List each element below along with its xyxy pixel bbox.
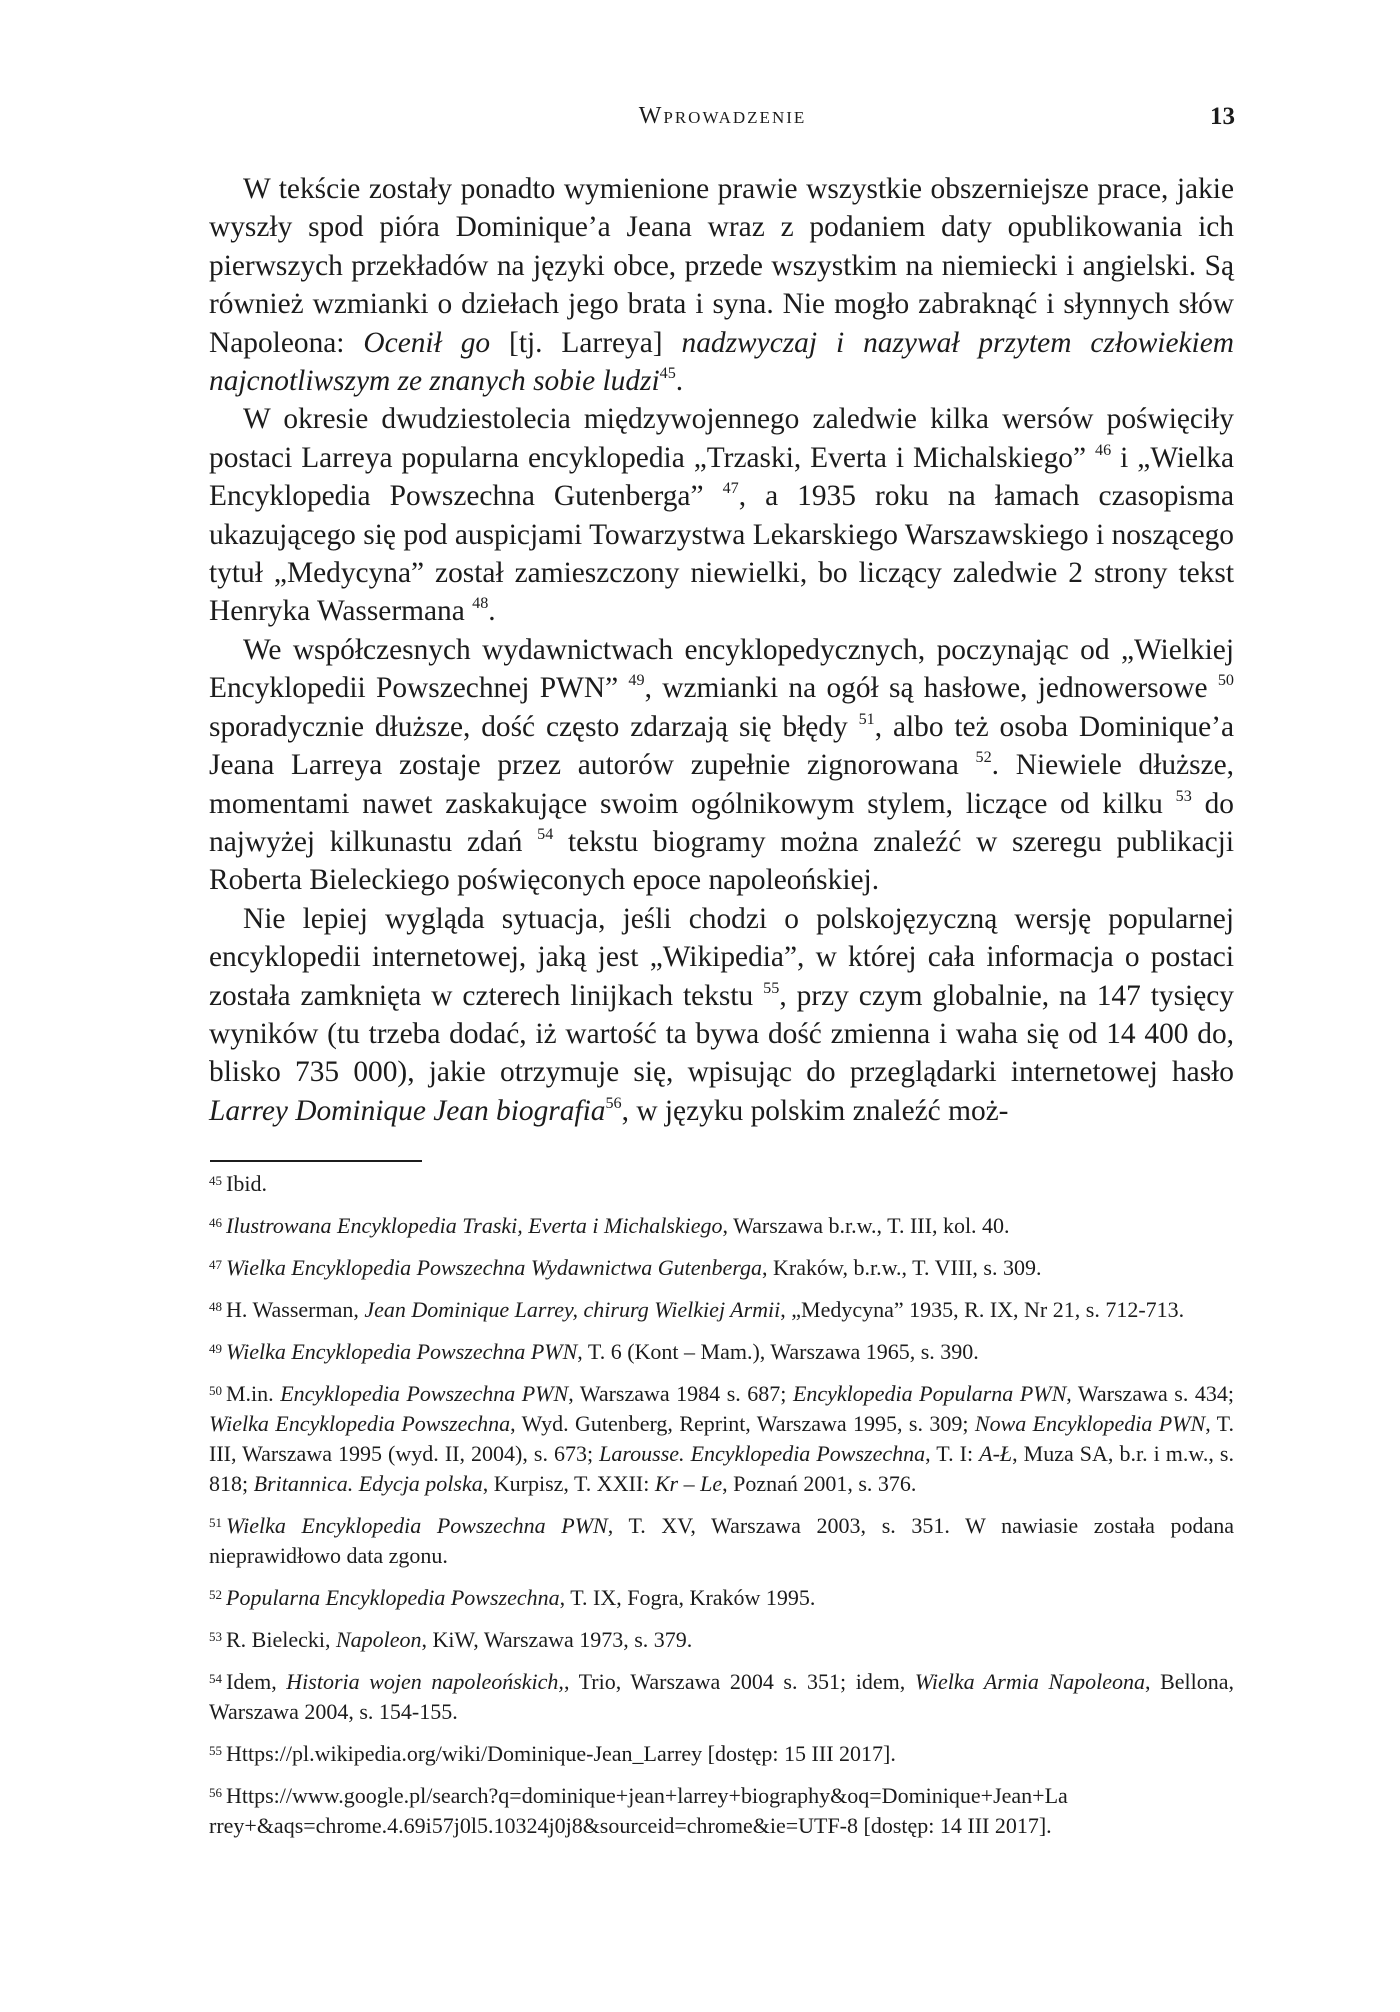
- paragraph-2: [209, 400, 1234, 630]
- running-title: Wprowadzenie: [638, 103, 807, 129]
- footnote-title-italic: Larousse. Encyklopedia Powszechna: [599, 1441, 926, 1466]
- footnote-text: , T. 6 (Kont – Mam.), Warszawa 1965, s. 390.: [577, 1339, 979, 1364]
- text-run: , w języku polskim znaleźć moż-: [621, 1094, 1009, 1127]
- footnote-48: [209, 1292, 1234, 1325]
- text-run: tekstu biogramy można znaleźć w szeregu publikacji Roberta Bieleckiego poświęconych epoce napoleońskiej.: [209, 825, 1235, 897]
- footnote-title-italic: Wielka Encyklopedia Powszechna PWN: [226, 1513, 608, 1538]
- footnote-number: 49: [209, 1341, 222, 1356]
- footnote-ref-56[interactable]: 56: [605, 1094, 622, 1112]
- footnote-text: , Wyd. Gutenberg, Reprint, Warszawa 1995, s. 309;: [510, 1411, 975, 1436]
- footnote-number: 45: [209, 1173, 222, 1188]
- footnote-52: [209, 1580, 1234, 1613]
- text-run: [tj. Larreya]: [490, 326, 682, 359]
- footnote-53: [209, 1622, 1234, 1655]
- footnote-45: [209, 1166, 1234, 1199]
- footnote-ref-49[interactable]: 49: [628, 672, 645, 690]
- footnote-number: 46: [209, 1215, 222, 1230]
- paragraph-4: [209, 900, 1234, 1130]
- text-run: , wzmianki na ogół są hasłowe, jednowersowe: [644, 672, 1218, 705]
- text-run: do najwyżej kilkunastu zdań: [209, 787, 1234, 858]
- footnote-text: Ibid.: [226, 1171, 267, 1196]
- footnote-link-text: Https://pl.wikipedia.org/wiki/Dominique-Jean_Larrey [dostęp: 15 III 2017].: [226, 1741, 896, 1766]
- footnote-number: 48: [209, 1299, 222, 1314]
- footnote-number: 47: [209, 1257, 222, 1272]
- footnote-number: 52: [209, 1587, 222, 1602]
- footnote-ref-52[interactable]: 52: [975, 748, 992, 766]
- footnote-ref-51[interactable]: 51: [858, 710, 875, 728]
- footnote-title-italic: Popularna Encyklopedia Powszechna: [226, 1585, 560, 1610]
- footnote-ref-45[interactable]: 45: [659, 364, 676, 382]
- footnote-49: [209, 1334, 1234, 1367]
- text-run: .: [675, 365, 684, 398]
- footnote-ref-55[interactable]: 55: [763, 979, 780, 997]
- text-run: W tekście zostały ponadto wymienione prawie wszystkie obszerniejsze prace, jakie wyszły spod pióra Dominique’a Jeana wraz z podaniem daty opublikowania ich pierwszych przekładów na języki obce, przede wszystkim na niemiecki i angielski. Są również wzmianki o dziełach jego brata i syna. Nie mogło zabraknąć i słynnych słów Napoleona:: [209, 173, 1234, 359]
- footnote-title-italic: Nowa Encyklopedia PWN: [974, 1411, 1206, 1436]
- footnote-text: H. Wasserman,: [226, 1297, 365, 1322]
- footnote-text: Idem,: [226, 1669, 287, 1694]
- footnote-number: 55: [209, 1743, 222, 1758]
- footnote-title-italic: Encyklopedia Powszechna PWN: [280, 1381, 569, 1406]
- footnote-text: , T. I:: [925, 1441, 980, 1466]
- footnote-47: [209, 1250, 1234, 1283]
- footnote-text: R. Bielecki,: [226, 1627, 336, 1652]
- footnote-54: [209, 1664, 1234, 1727]
- footnote-50: [209, 1376, 1234, 1499]
- footnote-text: , „Medycyna” 1935, R. IX, Nr 21, s. 712-713.: [780, 1297, 1185, 1322]
- text-run: , a 1935 roku na łamach czasopisma ukazującego się pod auspicjami Towarzystwa Lekarskiego Warszawskiego i noszącego tytuł „Medycyna” został zamieszczony niewielki, bo liczący zaledwie 2 strony tekst Henryka Wassermana: [209, 480, 1234, 628]
- footnote-number: 54: [209, 1671, 222, 1686]
- footnote-56: [209, 1778, 1234, 1841]
- footnote-text: , Kraków, b.r.w., T. VIII, s. 309.: [762, 1255, 1042, 1280]
- footnote-text: , Warszawa 1984 s. 687;: [568, 1381, 793, 1406]
- footnote-ref-46[interactable]: 46: [1095, 441, 1112, 459]
- footnote-number: 53: [209, 1629, 222, 1644]
- footnote-text: , Bellona, Warszawa 2004, s. 154-155.: [209, 1669, 1235, 1724]
- footnote-ref-53[interactable]: 53: [1175, 787, 1192, 805]
- footnote-ref-47[interactable]: 47: [722, 480, 739, 498]
- footnote-text: , T. XV, Warszawa 2003, s. 351. W nawiasie została podana nieprawidłowo data zgonu.: [209, 1513, 1234, 1568]
- footnote-title-italic: Jean Dominique Larrey, chirurg Wielkiej Armii: [364, 1297, 781, 1322]
- footnote-text: M.in.: [226, 1381, 281, 1406]
- footnote-text: , Poznań 2001, s. 376.: [722, 1471, 917, 1496]
- search-phrase-italic: Larrey Dominique Jean biografia: [209, 1094, 606, 1127]
- footnote-title-italic: A-Ł: [979, 1441, 1013, 1466]
- footnote-title-italic: Encyklopedia Popularna PWN: [792, 1381, 1067, 1406]
- footnote-46: [209, 1208, 1234, 1241]
- footnote-title-italic: Wielka Armia Napoleona: [914, 1669, 1145, 1694]
- footnote-text: , Muza SA, b.r. i m.w., s. 818;: [209, 1441, 1234, 1496]
- quote-italic: Ocenił go: [363, 326, 491, 359]
- text-run: . Niewiele dłuższe, momentami nawet zaskakujące swoim ogólnikowym stylem, liczące od kilku: [209, 749, 1234, 820]
- footnote-text: , T. IX, Fogra, Kraków 1995.: [559, 1585, 816, 1610]
- text-run: .: [488, 595, 496, 628]
- text-run: We współczesnych wydawnictwach encyklopedycznych, poczynając od „Wielkiej Encyklopedii Powszechnej PWN”: [209, 633, 1234, 705]
- page-number: 13: [1210, 103, 1235, 130]
- text-run: i „Wielka Encyklopedia Powszechna Gutenberga”: [209, 441, 1234, 513]
- text-run: , albo też osoba Dominique’a Jeana Larreya zostaje przez autorów zupełnie zignorowana: [209, 710, 1234, 782]
- footnote-title-italic: Kr – Le: [654, 1471, 723, 1496]
- footnote-title-italic: Wielka Encyklopedia Powszechna: [209, 1411, 511, 1436]
- footnote-number: 51: [209, 1515, 222, 1530]
- footnote-text: , KiW, Warszawa 1973, s. 379.: [421, 1627, 693, 1652]
- footnotes: [209, 1166, 1234, 1850]
- text-run: Nie lepiej wygląda sytuacja, jeśli chodzi o polskojęzyczną wersję popularnej encyklopedii internetowej, jaką jest „Wikipedia”, w której cała informacja o postaci została zamknięta w czterech linijkach tekstu: [209, 902, 1234, 1012]
- main-text: [209, 170, 1234, 1130]
- footnote-text: , T. III, Warszawa 1995 (wyd. II, 2004), s. 673;: [209, 1411, 1234, 1466]
- footnote-title-italic: Wielka Encyklopedia Powszechna Wydawnictwa Gutenberga: [226, 1255, 763, 1280]
- running-head: [0, 103, 1400, 133]
- footnote-title-italic: Britannica. Edycja polska: [253, 1471, 483, 1496]
- footnote-text: , Warszawa s. 434;: [1066, 1381, 1234, 1406]
- paragraph-1: [209, 170, 1234, 400]
- footnote-number: 56: [209, 1785, 222, 1800]
- footnote-title-italic: Wielka Encyklopedia Powszechna PWN: [226, 1339, 578, 1364]
- footnote-ref-54[interactable]: 54: [537, 825, 554, 843]
- text-run: , przy czym globalnie, na 147 tysięcy wyników (tu trzeba dodać, iż wartość ta bywa dość zmienna i waha się od 14 400 do, blisko 735 000), jakie otrzymuje się, wpisując do przeglądarki internetowej hasło: [209, 979, 1234, 1089]
- footnote-separator: [210, 1160, 422, 1162]
- footnote-number: 50: [209, 1383, 222, 1398]
- paragraph-3: [209, 631, 1234, 900]
- text-run: sporadycznie dłuższe, dość często zdarzają się błędy: [209, 710, 859, 743]
- text-run: W okresie dwudziestolecia międzywojennego zaledwie kilka wersów poświęciły postaci Larreya popularna encyklopedia „Trzaski, Everta i Michalskiego”: [209, 403, 1234, 474]
- footnote-51: [209, 1508, 1234, 1571]
- footnote-ref-48[interactable]: 48: [472, 595, 489, 613]
- footnote-text: , Trio, Warszawa 2004 s. 351; idem,: [563, 1669, 915, 1694]
- footnote-ref-50[interactable]: 50: [1217, 672, 1234, 690]
- footnote-text: , Kurpisz, T. XXII:: [482, 1471, 655, 1496]
- footnote-link-text: Https://www.google.pl/search?q=dominique+jean+larrey+biography&oq=Dominique+Jean+La rrey+&aqs=chrome.4.69i57j0l5.10324j0j8&sourceid=chrome&ie=UTF-8 [dostęp: 14 III 2017].: [209, 1783, 1068, 1838]
- footnote-title-italic: Napoleon: [335, 1627, 422, 1652]
- quote-italic: nadzwyczaj i nazywał przytem człowiekiem najcnotliwszym ze znanych sobie ludzi: [209, 326, 1234, 398]
- footnote-55: [209, 1736, 1234, 1769]
- footnote-text: , Warszawa b.r.w., T. III, kol. 40.: [722, 1213, 1010, 1238]
- footnote-title-italic: Historia wojen napoleońskich,: [286, 1669, 564, 1694]
- footnote-title-italic: Ilustrowana Encyklopedia Traski, Everta i Michalskiego: [226, 1213, 723, 1238]
